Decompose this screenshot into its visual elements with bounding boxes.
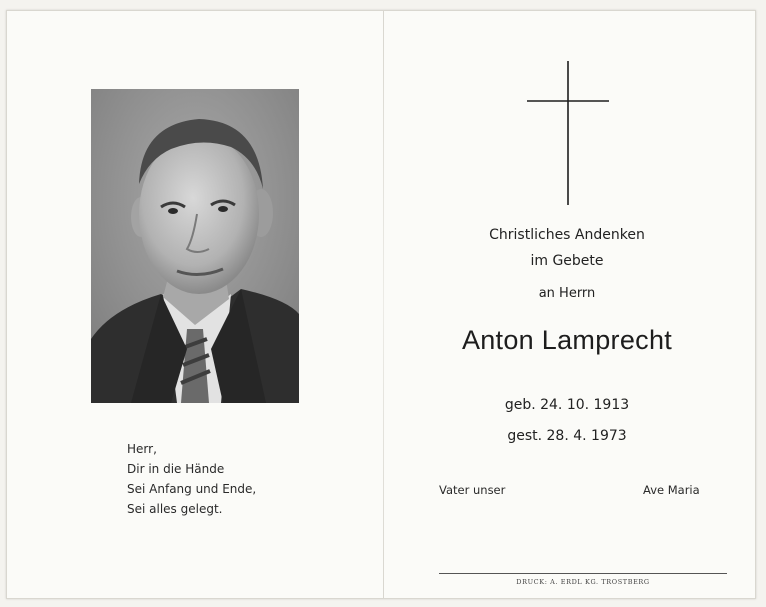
prayer-ave-maria: Ave Maria (643, 483, 700, 497)
verse-line: Herr, (127, 442, 157, 456)
verse (127, 439, 256, 519)
memorial-card (6, 10, 756, 599)
footer-rule (439, 573, 727, 574)
verse-line: Dir in die Hände (127, 462, 225, 476)
header-line-2: im Gebete (530, 253, 604, 269)
printer-imprint: DRUCK: A. ERDL KG. TROSTBERG (516, 578, 650, 586)
deceased-name: Anton Lamprecht (461, 325, 673, 355)
header-line-3: an Herrn (538, 286, 596, 301)
portrait-photo (91, 89, 299, 403)
cross-icon (527, 61, 609, 205)
birth-date: geb. 24. 10. 1913 (504, 397, 630, 413)
verse-line: Sei alles gelegt. (127, 502, 223, 516)
death-date: gest. 28. 4. 1973 (507, 428, 627, 444)
portrait-illustration (91, 89, 299, 403)
card-fold (383, 11, 384, 598)
header-line-1: Christliches Andenken (489, 227, 645, 243)
prayer-vater-unser: Vater unser (439, 483, 506, 497)
verse-line: Sei Anfang und Ende, (127, 482, 257, 496)
